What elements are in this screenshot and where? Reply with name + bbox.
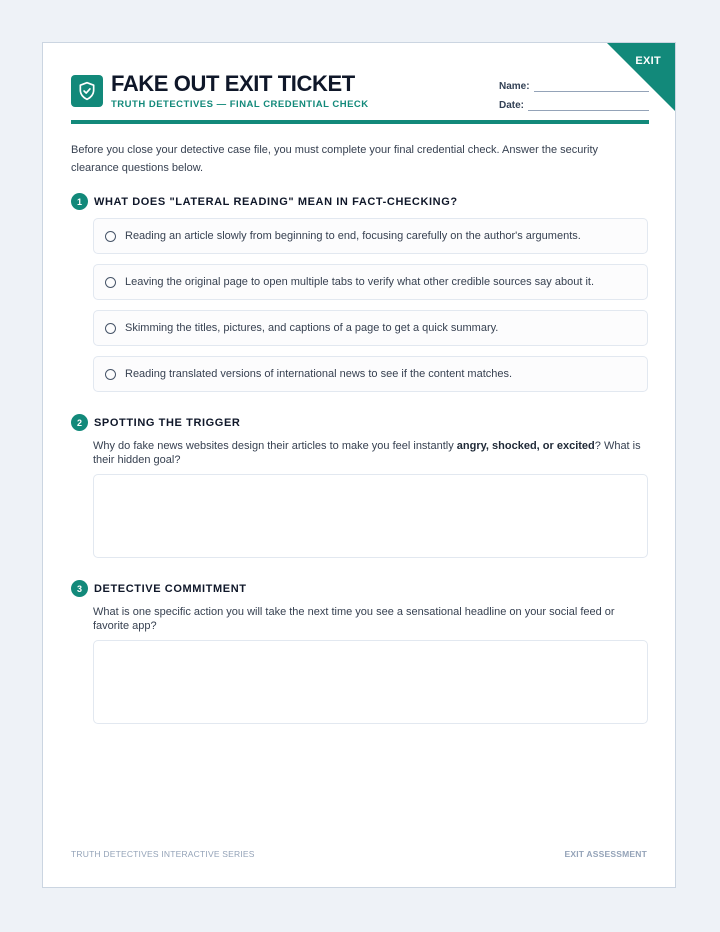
option-label: Reading translated versions of international news to see if the content matches. [125, 368, 513, 380]
date-label: Date: [499, 100, 525, 111]
radio-button[interactable] [105, 323, 116, 334]
option-a[interactable] [93, 218, 648, 254]
name-field[interactable] [499, 73, 649, 92]
footer-series-label: TRUTH DETECTIVES INTERACTIVE SERIES [71, 849, 255, 859]
prompt-text-end: ? What is their hidden goal? [93, 440, 641, 466]
question-3-answer-box[interactable] [93, 640, 648, 724]
question-2-heading [71, 414, 240, 431]
option-d[interactable] [93, 356, 648, 392]
question-number-badge: 1 [71, 193, 88, 210]
question-2-prompt [93, 439, 648, 467]
question-2-answer-box[interactable] [93, 474, 648, 558]
radio-button[interactable] [105, 231, 116, 242]
student-info-fields [499, 73, 649, 111]
name-line[interactable] [534, 81, 649, 92]
question-3-heading [71, 580, 247, 597]
shield-check-icon [71, 75, 103, 107]
page-subtitle: TRUTH DETECTIVES — FINAL CREDENTIAL CHECK [111, 99, 369, 110]
date-line[interactable] [528, 100, 649, 111]
header-divider [71, 120, 649, 124]
exit-corner-label: EXIT [635, 55, 661, 67]
option-c[interactable] [93, 310, 648, 346]
intro-text: Before you close your detective case file, you must complete your final credential check. Answer the security clearance questions below. [71, 144, 599, 174]
worksheet-header [71, 71, 649, 125]
worksheet-page [42, 42, 676, 888]
question-title: SPOTTING THE TRIGGER [94, 416, 241, 429]
question-number-badge: 3 [71, 580, 88, 597]
question-3-prompt: What is one specific action you will take the next time you see a sensational headline on your social feed or favorite app? [93, 606, 615, 632]
question-title: WHAT DOES "LATERAL READING" MEAN IN FACT-CHECKING? [94, 195, 458, 208]
option-b[interactable] [93, 264, 648, 300]
radio-button[interactable] [105, 369, 116, 380]
question-number-badge: 2 [71, 414, 88, 431]
prompt-emphasis: angry, shocked, or excited [456, 440, 595, 452]
name-label: Name: [499, 81, 530, 92]
option-label: Reading an article slowly from beginning to end, focusing carefully on the author's arguments. [125, 230, 581, 242]
date-field[interactable] [499, 92, 649, 111]
page-title: FAKE OUT EXIT TICKET [111, 71, 355, 96]
question-title: DETECTIVE COMMITMENT [94, 582, 247, 595]
question-1-heading [71, 193, 458, 210]
option-label: Leaving the original page to open multiple tabs to verify what other credible sources say about it. [125, 276, 594, 288]
footer-assessment-label: EXIT ASSESSMENT [564, 849, 647, 859]
prompt-text: Why do fake news websites design their articles to make you feel instantly [93, 440, 457, 452]
radio-button[interactable] [105, 277, 116, 288]
option-label: Skimming the titles, pictures, and captions of a page to get a quick summary. [125, 322, 499, 334]
